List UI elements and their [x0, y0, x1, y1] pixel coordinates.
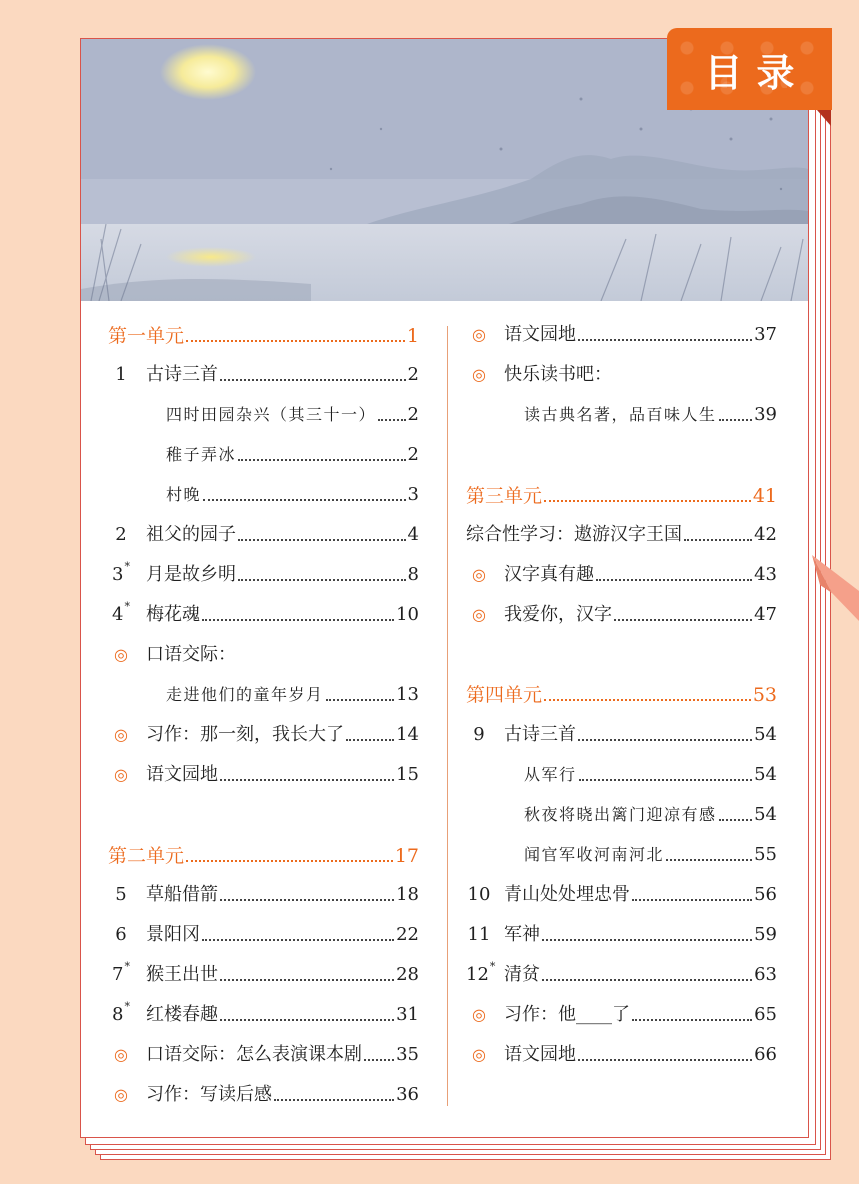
entry-number: 1 [115, 364, 127, 385]
toc-entry[interactable] [466, 763, 777, 787]
entry-number: 7* [112, 960, 130, 985]
entry-title: 红楼春趣 [146, 1004, 218, 1025]
dot-leader [614, 619, 752, 621]
page-number: 54 [754, 804, 777, 825]
entry-title: 口语交际：怎么表演课本剧 [146, 1044, 362, 1065]
entry-title: 祖父的园子 [146, 524, 236, 545]
entry-title: 第二单元 [108, 845, 185, 867]
entry-title: 走进他们的童年岁月 [166, 685, 324, 704]
toc-heading: 目录 [704, 50, 809, 95]
dot-leader [326, 699, 395, 701]
entry-number: 5 [115, 884, 127, 905]
toc-entry[interactable] [466, 960, 777, 987]
toc-entry[interactable] [108, 923, 419, 947]
entry-title: 秋夜将晓出篱门迎凉有感 [524, 805, 717, 824]
toc-entry[interactable] [466, 403, 777, 427]
page-number: 65 [754, 1004, 777, 1025]
dot-leader [579, 779, 753, 781]
entry-number: 8* [112, 1000, 130, 1025]
toc-entry[interactable] [108, 560, 419, 587]
page-number: 2 [407, 404, 419, 425]
entry-title: 四时田园杂兴（其三十一） [166, 405, 377, 424]
toc-entry[interactable] [108, 883, 419, 907]
toc-entry[interactable] [466, 523, 777, 547]
entry-title: 军神 [504, 924, 540, 945]
entry-number: 9 [473, 724, 485, 745]
circle-mark-icon: ◎ [114, 725, 128, 744]
dot-leader [378, 419, 406, 421]
page-number: 39 [754, 404, 777, 425]
dot-leader [238, 539, 406, 541]
bookmark-ribbon [812, 555, 859, 621]
entry-title: 综合性学习：遨游汉字王国 [466, 524, 682, 545]
entry-title: 第一单元 [108, 325, 185, 347]
page-number: 35 [396, 1044, 419, 1065]
dot-leader [364, 1059, 394, 1061]
entry-title: 草船借箭 [146, 884, 218, 905]
page-number: 59 [754, 924, 777, 945]
entry-title: 清贫 [504, 964, 540, 985]
dot-leader [220, 979, 394, 981]
page-number: 53 [752, 684, 777, 706]
dot-leader [238, 459, 406, 461]
toc-entry[interactable] [466, 1003, 777, 1027]
dot-leader [544, 699, 751, 701]
entry-title: 口语交际： [146, 644, 236, 665]
circle-mark-icon: ◎ [114, 1085, 128, 1104]
dot-leader [220, 1019, 394, 1021]
toc-entry[interactable] [108, 763, 419, 787]
entry-number: 10 [467, 884, 491, 905]
toc-entry[interactable] [108, 600, 419, 627]
unit-heading[interactable] [466, 484, 777, 508]
toc-entry[interactable] [108, 403, 419, 427]
circle-mark-icon: ◎ [114, 765, 128, 784]
page-number: 4 [407, 524, 419, 545]
entry-title: 从军行 [524, 765, 577, 784]
toc-entry[interactable] [108, 363, 419, 387]
dot-leader [578, 739, 752, 741]
page-number: 17 [394, 845, 419, 867]
dot-leader [632, 1019, 752, 1021]
entry-title: 古诗三首 [146, 364, 218, 385]
entry-title: 习作：他____了 [504, 1004, 630, 1025]
entry-title: 汉字真有趣 [504, 564, 594, 585]
dot-leader [719, 819, 753, 821]
page-number: 2 [407, 444, 419, 465]
toc-entry[interactable] [466, 563, 777, 587]
page-number: 47 [754, 604, 777, 625]
dot-leader [542, 979, 752, 981]
page-number: 8 [407, 564, 419, 585]
dot-leader [202, 619, 394, 621]
toc-entry[interactable] [108, 483, 419, 507]
page-number: 56 [754, 884, 777, 905]
page-number: 1 [406, 325, 419, 347]
dot-leader [220, 779, 394, 781]
entry-title: 青山处处埋忠骨 [504, 884, 630, 905]
page-number: 55 [754, 844, 777, 865]
toc-entry[interactable] [466, 323, 777, 347]
dot-leader [632, 899, 752, 901]
dot-leader [238, 579, 406, 581]
page-number: 14 [396, 724, 419, 745]
entry-title: 第四单元 [466, 684, 543, 706]
entry-title: 村晚 [166, 485, 202, 504]
optional-star: * [124, 1000, 130, 1013]
toc-entry[interactable] [466, 363, 777, 387]
toc-entry[interactable] [466, 723, 777, 747]
entry-title: 猴王出世 [146, 964, 218, 985]
page-number: 13 [396, 684, 419, 705]
dot-leader [596, 579, 752, 581]
optional-star: * [489, 960, 496, 973]
dot-leader [544, 500, 751, 502]
entry-number: 2 [115, 524, 127, 545]
entry-title: 景阳冈 [146, 924, 200, 945]
toc-entry[interactable] [108, 1083, 419, 1107]
unit-heading[interactable] [108, 844, 419, 868]
dot-leader [346, 739, 394, 741]
toc-entry[interactable] [108, 1000, 419, 1027]
entry-title: 语文园地 [504, 324, 576, 345]
entry-number: 4* [112, 600, 130, 625]
circle-mark-icon: ◎ [114, 645, 128, 664]
page-number: 3 [407, 484, 419, 505]
entry-number: 12* [466, 960, 496, 985]
toc-page [80, 38, 809, 1138]
toc-entry[interactable] [466, 843, 777, 867]
dot-leader [719, 419, 753, 421]
entry-title: 语文园地 [504, 1044, 576, 1065]
page-number: 63 [754, 964, 777, 985]
dot-leader [684, 539, 752, 541]
entry-title: 稚子弄冰 [166, 445, 237, 464]
circle-mark-icon: ◎ [472, 325, 486, 344]
entry-title: 第三单元 [466, 485, 543, 507]
page-number: 15 [396, 764, 419, 785]
entry-title: 语文园地 [146, 764, 218, 785]
toc-entry[interactable] [108, 683, 419, 707]
toc-entry[interactable] [108, 723, 419, 747]
entry-title: 梅花魂 [146, 604, 200, 625]
entry-title: 月是故乡明 [146, 564, 236, 585]
unit-heading[interactable] [108, 324, 419, 348]
dot-leader [578, 1059, 752, 1061]
page-number: 28 [396, 964, 419, 985]
entry-title: 闻官军收河南河北 [524, 845, 665, 864]
dot-leader [186, 340, 405, 342]
page-number: 22 [396, 924, 419, 945]
page-number: 10 [396, 604, 419, 625]
page-number: 18 [396, 884, 419, 905]
circle-mark-icon: ◎ [472, 1045, 486, 1064]
optional-star: * [124, 960, 130, 973]
circle-mark-icon: ◎ [472, 1005, 486, 1024]
toc-entry[interactable] [108, 1043, 419, 1067]
toc-entry[interactable] [466, 803, 777, 827]
dot-leader [274, 1099, 394, 1101]
dot-leader [578, 339, 752, 341]
page-number: 37 [754, 324, 777, 345]
toc-entry[interactable] [466, 923, 777, 947]
dot-leader [220, 899, 394, 901]
page-number: 42 [754, 524, 777, 545]
circle-mark-icon: ◎ [472, 605, 486, 624]
page-number: 31 [396, 1004, 419, 1025]
toc-entry[interactable] [466, 603, 777, 627]
dot-leader [186, 860, 393, 862]
page-number: 43 [754, 564, 777, 585]
toc-entry[interactable] [108, 643, 419, 667]
optional-star: * [124, 560, 130, 573]
page-number: 2 [407, 364, 419, 385]
toc-heading-tab [667, 28, 832, 110]
toc-entry[interactable] [108, 960, 419, 987]
page-number: 66 [754, 1044, 777, 1065]
entry-number: 6 [115, 924, 127, 945]
entry-number: 11 [467, 924, 491, 945]
dot-leader [542, 939, 752, 941]
dot-leader [202, 939, 394, 941]
entry-title: 习作：写读后感 [146, 1084, 272, 1105]
unit-heading[interactable] [466, 683, 777, 707]
toc-entry[interactable] [466, 1043, 777, 1067]
entry-title: 古诗三首 [504, 724, 576, 745]
entry-number: 3* [112, 560, 130, 585]
circle-mark-icon: ◎ [472, 365, 486, 384]
circle-mark-icon: ◎ [114, 1045, 128, 1064]
optional-star: * [124, 600, 130, 613]
entry-title: 读古典名著，品百味人生 [524, 405, 717, 424]
circle-mark-icon: ◎ [472, 565, 486, 584]
dot-leader [203, 499, 406, 501]
column-divider [447, 326, 448, 1106]
page-number: 54 [754, 724, 777, 745]
toc-entry[interactable] [108, 443, 419, 467]
dot-leader [220, 379, 406, 381]
entry-title: 习作：那一刻，我长大了 [146, 724, 344, 745]
toc-entry[interactable] [466, 883, 777, 907]
page-number: 41 [752, 485, 777, 507]
entry-title: 我爱你，汉字 [504, 604, 612, 625]
entry-title: 快乐读书吧： [504, 364, 612, 385]
toc-entry[interactable] [108, 523, 419, 547]
dot-leader [666, 859, 752, 861]
tab-fold-shadow [817, 110, 831, 126]
page-number: 36 [396, 1084, 419, 1105]
page-number: 54 [754, 764, 777, 785]
